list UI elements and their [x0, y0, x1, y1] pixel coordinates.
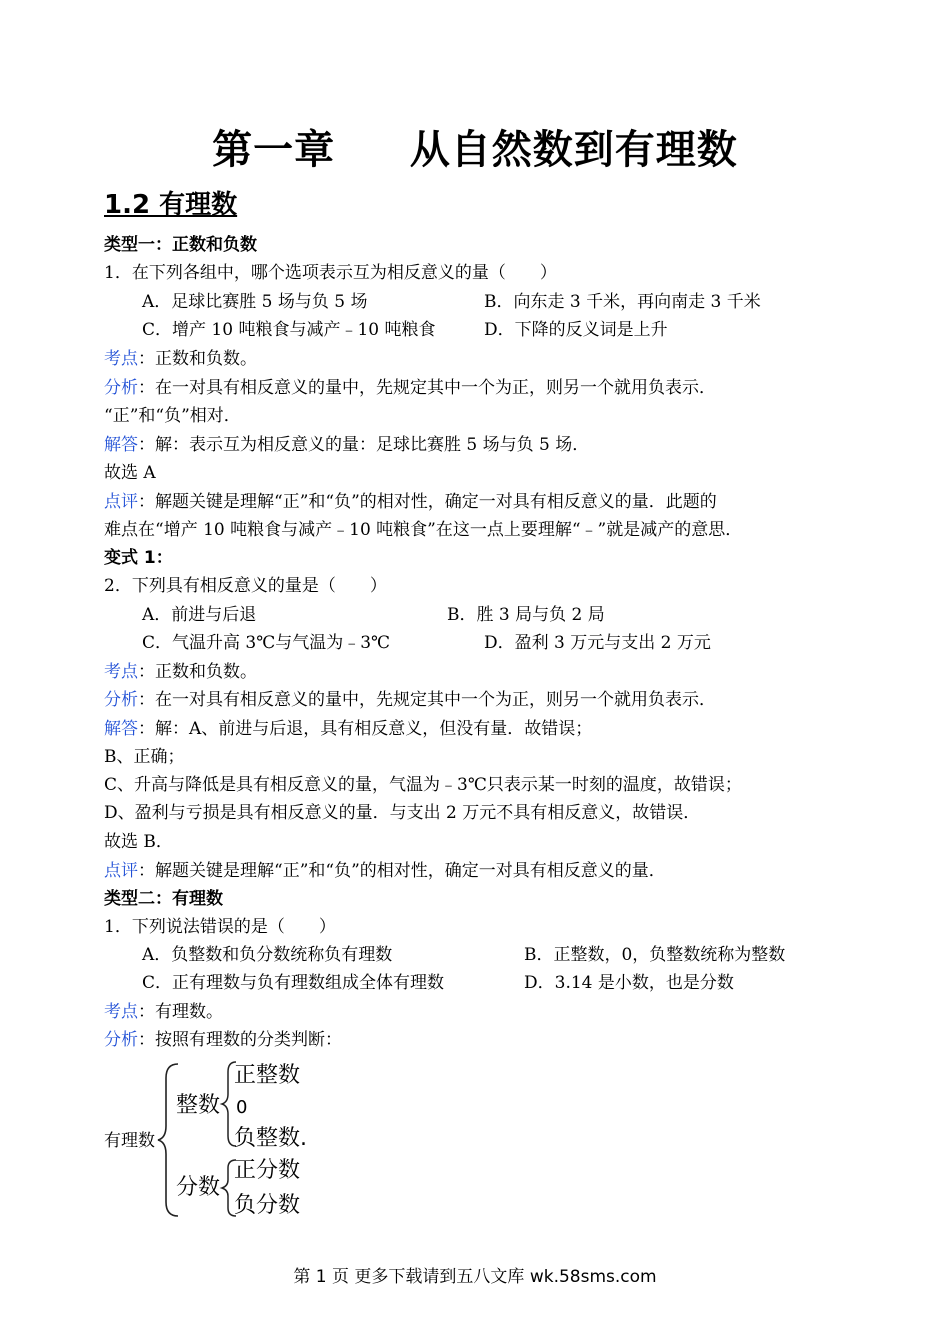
q1-jieda — [104, 434, 589, 456]
dianping-text: ：解题关键是理解“正”和“负”的相对性，确定一对具有相反意义的量． — [138, 861, 666, 881]
diagram-fraction: 分数 — [176, 1175, 221, 1200]
fenxi-text: ：在一对具有相反意义的量中，先规定其中一个为正，则另一个就用负表示． — [138, 690, 716, 710]
t2q1-kaodian — [104, 1001, 223, 1023]
fenxi-label: 分析 — [104, 1030, 138, 1050]
q2-option-d: D．盈利 3 万元与支出 2 万元 — [484, 633, 711, 653]
q2-jieda — [104, 718, 592, 740]
big-brace — [158, 1064, 178, 1216]
q1-dianping-cont: 难点在“增产 10 吨粮食与减产﹣10 吨粮食”在这一点上要理解“﹣”就是减产的意思． — [104, 520, 743, 540]
diagram-pos-int: 正整数 — [234, 1063, 301, 1088]
fenxi-label: 分析 — [104, 378, 138, 398]
jieda-label: 解答 — [104, 719, 138, 739]
t2q1-option-a: A．负整数和负分数统称负有理数 — [142, 945, 393, 965]
t2q1-option-d: D．3.14 是小数，也是分数 — [524, 973, 734, 993]
q2-fenxi — [104, 689, 716, 711]
q2-jieda-b: B、正确； — [104, 747, 185, 767]
q2-option-c: C．气温升高 3℃与气温为﹣3℃ — [142, 633, 391, 653]
jieda-text: ：解：A、前进与后退，具有相反意义，但没有量．故错误； — [138, 719, 593, 739]
q2-jieda-c: C、升高与降低是具有相反意义的量，气温为﹣3℃只表示某一时刻的温度，故错误； — [104, 775, 742, 795]
q2-option-a: A．前进与后退 — [142, 605, 257, 625]
q2-stem: 2．下列具有相反意义的量是（ ） — [104, 576, 387, 596]
jieda-label: 解答 — [104, 435, 138, 455]
type1-heading: 类型一：正数和负数 — [104, 235, 257, 255]
diagram-pos-frac: 正分数 — [234, 1158, 301, 1183]
q1-answer: 故选 A — [104, 463, 156, 483]
kaodian-text: ：正数和负数。 — [138, 662, 257, 682]
page-footer: 第 1 页 更多下载请到五八文库 wk.58sms.com — [293, 1267, 657, 1287]
q1-option-c: C．增产 10 吨粮食与减产﹣10 吨粮食 — [142, 320, 436, 340]
variant1-heading: 变式 1： — [104, 548, 173, 568]
diagram-integer: 整数 — [176, 1093, 221, 1118]
diagram-neg-frac: 负分数 — [234, 1193, 301, 1218]
t2q1-option-c: C．正有理数与负有理数组成全体有理数 — [142, 973, 445, 993]
kaodian-label: 考点 — [104, 349, 138, 369]
t2q1-stem: 1．下列说法错误的是（ ） — [104, 917, 336, 937]
fenxi-text: ：按照有理数的分类判断： — [138, 1030, 342, 1050]
q1-fenxi — [104, 377, 716, 399]
diagram-root: 有理数 — [104, 1131, 155, 1151]
q2-jieda-d: D、盈利与亏损是具有相反意义的量．与支出 2 万元不具有相反意义，故错误． — [104, 803, 701, 823]
fenxi-label: 分析 — [104, 690, 138, 710]
q1-fenxi-cont: “正”和“负”相对． — [104, 406, 241, 426]
section-title: 1.2 有理数 — [104, 190, 238, 220]
q2-option-b: B．胜 3 局与负 2 局 — [447, 605, 605, 625]
kaodian-text: ：正数和负数。 — [138, 349, 257, 369]
dianping-label: 点评 — [104, 492, 138, 512]
type2-heading: 类型二：有理数 — [104, 889, 223, 909]
q1-stem: 1．在下列各组中，哪个选项表示互为相反意义的量（ ） — [104, 263, 557, 283]
q2-answer: 故选 B． — [104, 832, 173, 852]
fenxi-text: ：在一对具有相反意义的量中，先规定其中一个为正，则另一个就用负表示． — [138, 378, 716, 398]
q1-option-d: D．下降的反义词是上升 — [484, 320, 668, 340]
q2-kaodian — [104, 661, 257, 683]
jieda-text: ：解：表示互为相反意义的量：足球比赛胜 5 场与负 5 场． — [138, 435, 590, 455]
diagram-zero: 0 — [236, 1097, 248, 1118]
kaodian-label: 考点 — [104, 662, 138, 682]
q1-kaodian — [104, 348, 257, 370]
chapter-title: 第一章 从自然数到有理数 — [212, 127, 738, 173]
t2q1-option-b: B．正整数，0，负整数统称为整数 — [524, 945, 786, 965]
q1-option-a: A．足球比赛胜 5 场与负 5 场 — [142, 292, 368, 312]
q2-dianping — [104, 860, 666, 882]
kaodian-label: 考点 — [104, 1002, 138, 1022]
t2q1-fenxi — [104, 1029, 342, 1051]
dianping-label: 点评 — [104, 861, 138, 881]
q1-option-b: B．向东走 3 千米，再向南走 3 千米 — [484, 292, 761, 312]
dianping-text: ：解题关键是理解“正”和“负”的相对性，确定一对具有相反意义的量．此题的 — [138, 492, 717, 512]
diagram-neg-int: 负整数. — [234, 1126, 307, 1151]
rational-classification-diagram — [100, 1056, 330, 1226]
q1-dianping — [104, 491, 717, 513]
kaodian-text: ：有理数。 — [138, 1002, 223, 1022]
